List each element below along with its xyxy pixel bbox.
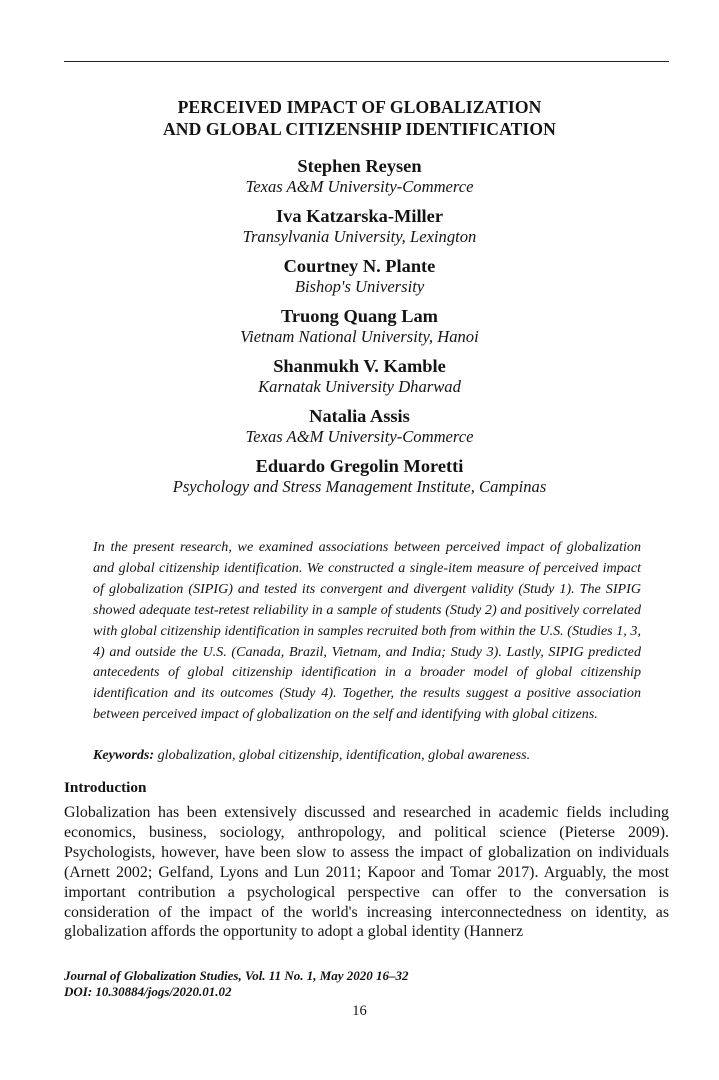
doi-line: DOI: 10.30884/jogs/2020.01.02 — [64, 984, 232, 999]
journal-citation — [64, 968, 409, 1000]
keywords-label: Keywords: — [93, 747, 155, 763]
author-affiliation: Vietnam National University, Hanoi — [240, 327, 479, 346]
keywords — [93, 746, 653, 764]
journal-line: Journal of Globalization Studies, Vol. 11 No. 1, May 2020 16–32 — [64, 968, 409, 983]
author-affiliation: Transylvania University, Lexington — [242, 227, 477, 246]
author-name: Eduardo Gregolin Moretti — [255, 456, 464, 476]
section-heading-introduction: Introduction — [64, 779, 147, 796]
author-block — [0, 405, 719, 446]
header-rule — [64, 61, 669, 62]
author-name: Truong Quang Lam — [280, 306, 439, 326]
author-block — [0, 205, 719, 246]
title-line-2: AND GLOBAL CITIZENSHIP IDENTIFICATION — [163, 119, 556, 139]
author-block — [0, 305, 719, 346]
author-affiliation: Karnatak University Dharwad — [258, 377, 461, 396]
author-name: Shanmukh V. Kamble — [273, 356, 446, 376]
author-name: Natalia Assis — [309, 406, 410, 426]
author-affiliation: Bishop's University — [294, 277, 425, 296]
keywords-list: globalization, global citizenship, identification, global awareness. — [154, 747, 531, 763]
author-affiliation: Texas A&M University-Commerce — [245, 427, 474, 446]
title-line-1: PERCEIVED IMPACT OF GLOBALIZATION — [177, 97, 542, 117]
author-name: Courtney N. Plante — [283, 256, 436, 276]
author-affiliation: Psychology and Stress Management Institute, Campinas — [172, 477, 547, 496]
author-affiliation: Texas A&M University-Commerce — [245, 177, 474, 196]
author-list — [0, 155, 719, 505]
author-block — [0, 155, 719, 196]
author-block — [0, 455, 719, 496]
author-block — [0, 355, 719, 396]
introduction-paragraph: Globalization has been extensively discussed and researched in academic fields including economics, business, sociology, anthropology, and political science (Pieterse 2009). Psychologists, however, have been slow to assess the impact of globalization on individuals (Arnett 2002; Gelfand, Lyons and Lun 2011; Kapoor and Tomar 2017). Arguably, the most important contribution a psychological perspective can offer to the conversation is consideration of the impact of the world's increasing interconnectedness on identity, as globalization affords the opportunity to adopt a global identity (Hannerz — [64, 804, 669, 941]
page-number: 16 — [352, 1003, 367, 1019]
author-name: Iva Katzarska-Miller — [275, 206, 443, 226]
paper-title — [0, 96, 719, 140]
abstract: In the present research, we examined associations between perceived impact of globalization and global citizenship identification. We constructed a single-item measure of perceived impact of globalization (SIPIG) and tested its convergent and divergent validity (Study 1). The SIPIG showed adequate test-retest reliability in a sample of students (Study 2) and positively correlated with global citizenship identification in samples recruited both from within the U.S. (Studies 1, 3, 4) and outside the U.S. (Canada, Brazil, Vietnam, and India; Study 3). Lastly, SIPIG predicted antecedents of global citizenship identification in a broader model of global citizenship identification and its outcomes (Study 4). Together, the results suggest a positive association between perceived impact of globalization on the self and identifying with global citizens. — [93, 539, 641, 723]
author-name: Stephen Reysen — [297, 156, 422, 176]
author-block — [0, 255, 719, 296]
